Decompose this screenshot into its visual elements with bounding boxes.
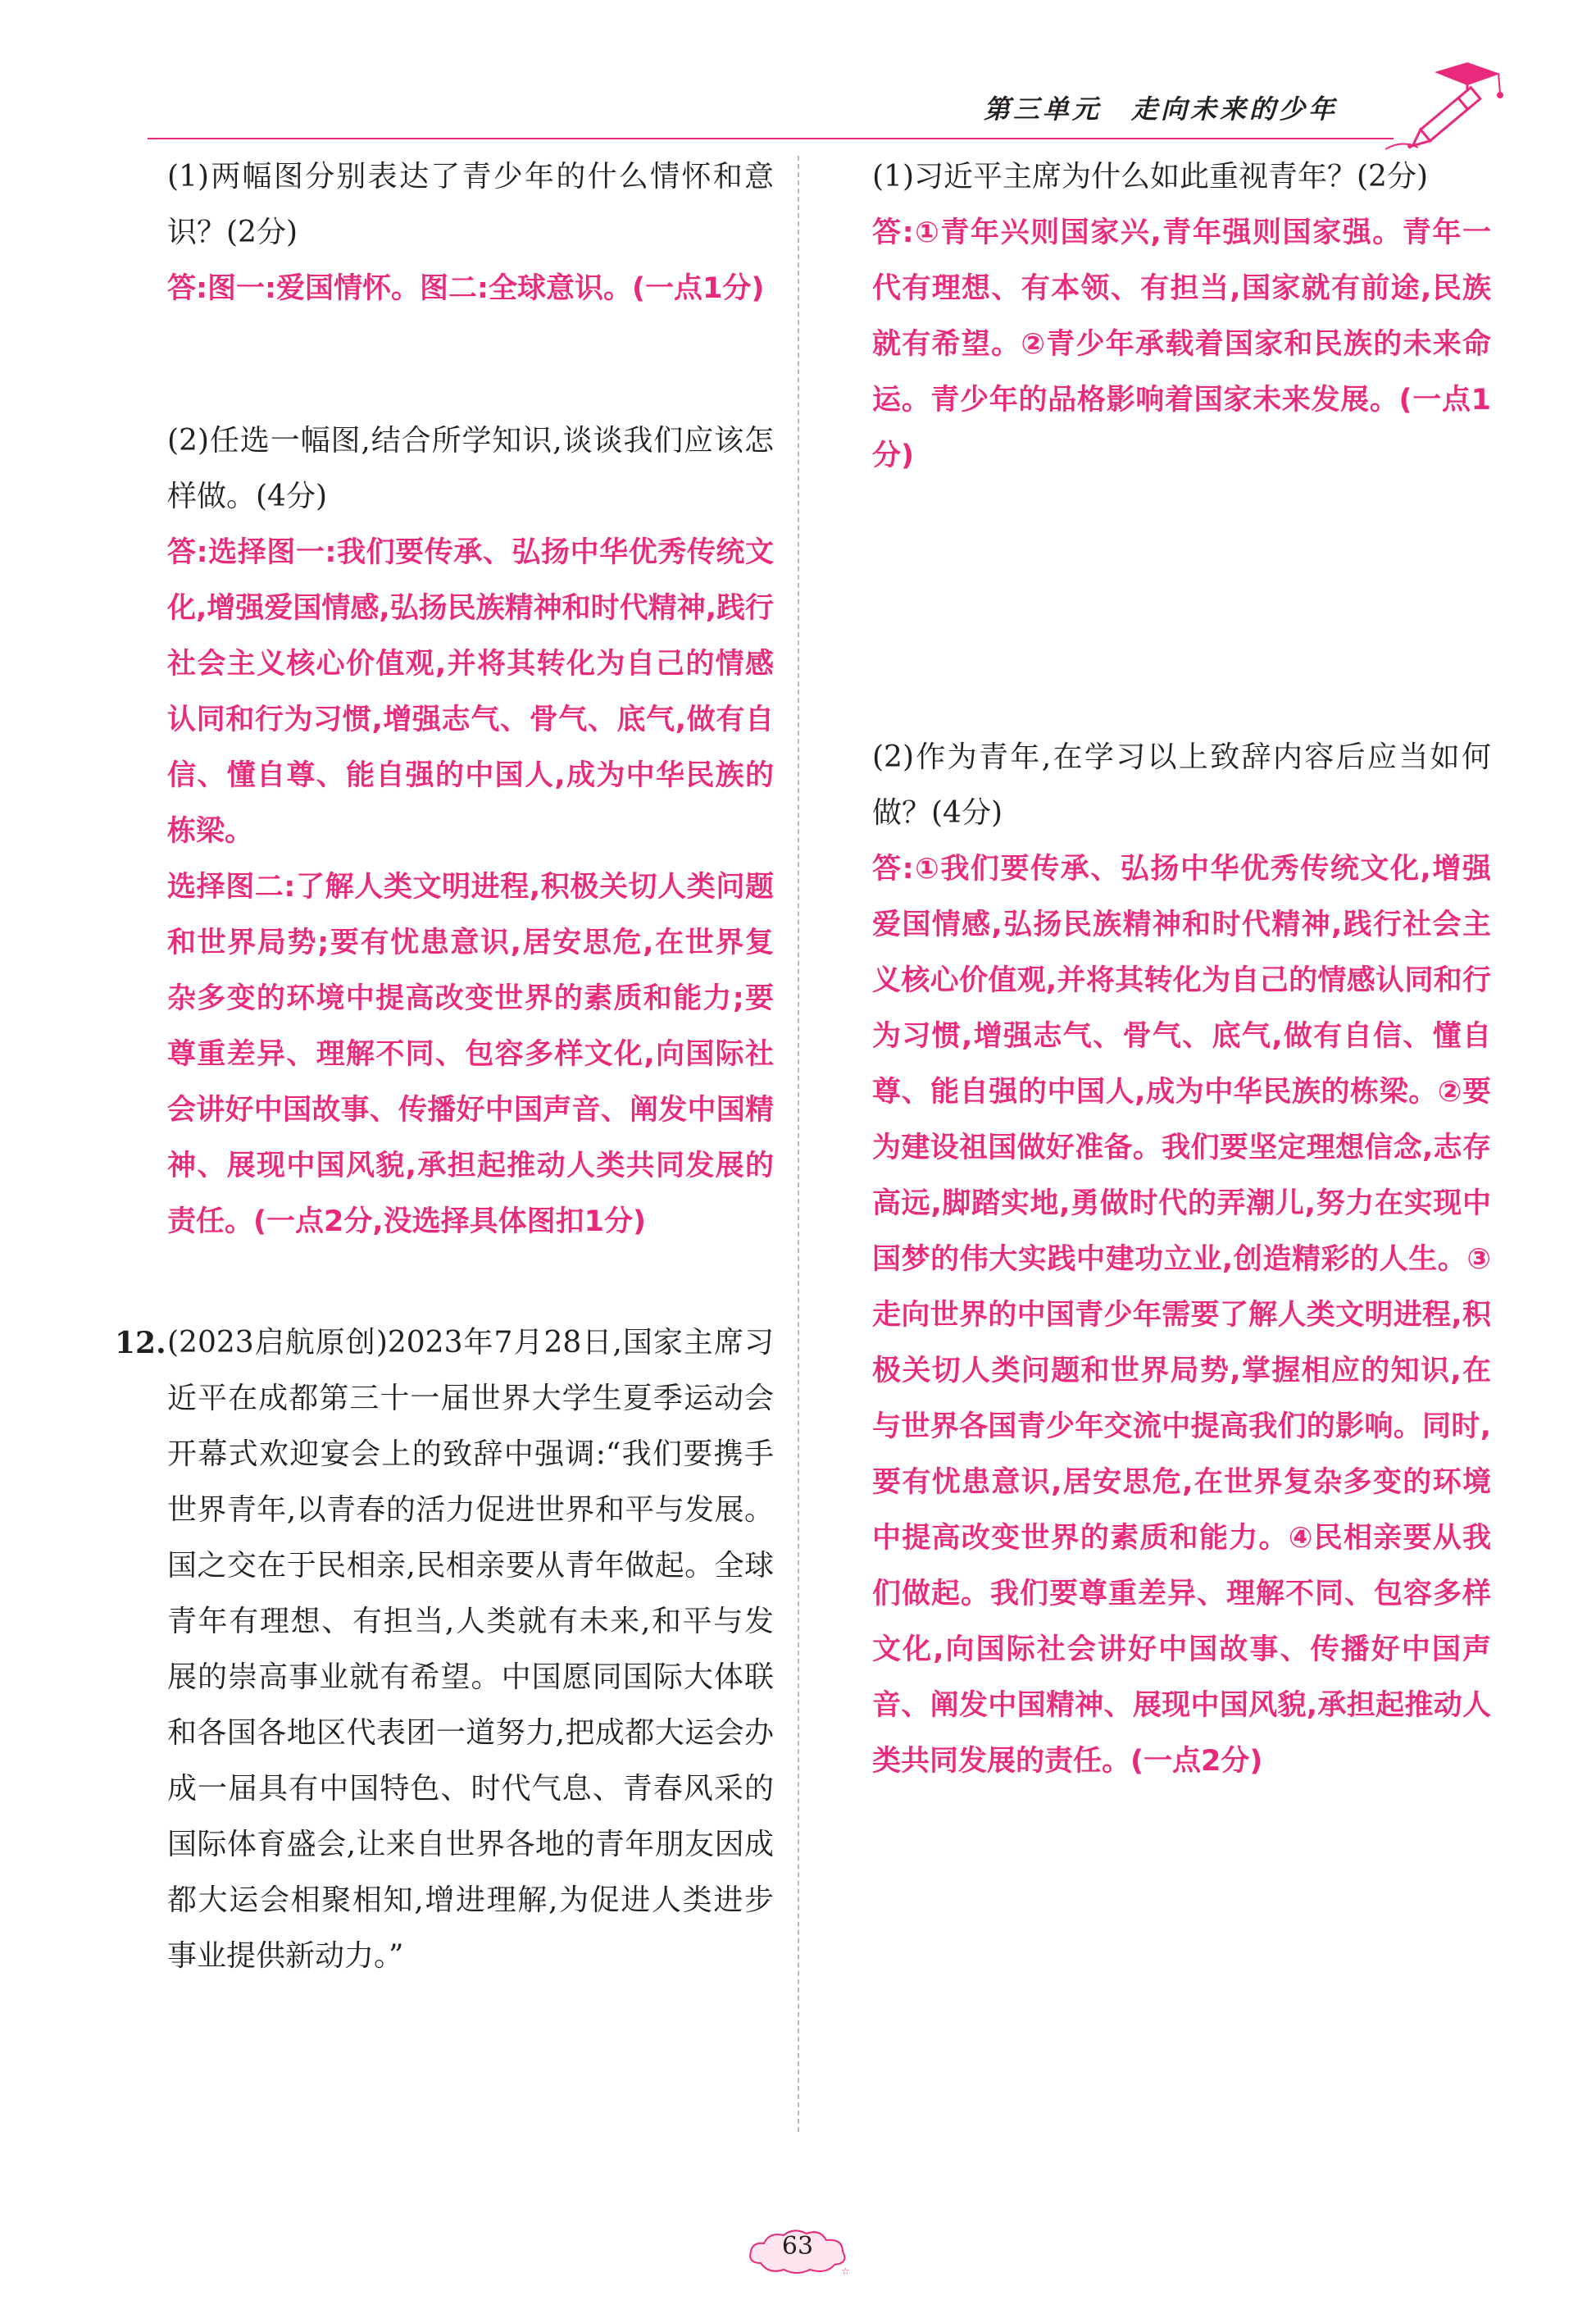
page-footer: [744, 2227, 851, 2279]
right-column: [872, 149, 1491, 1789]
left-column: [115, 149, 774, 1984]
column-divider: [798, 156, 799, 2132]
header-rule: [148, 138, 1394, 139]
q12-1-question: (1)习近平主席为什么如此重视青年？(2分): [872, 160, 1428, 194]
svg-text:☆: ☆: [841, 2266, 850, 2277]
q2-question: (2)任选一幅图,结合所学知识,谈谈我们应该怎样做。(4分): [167, 424, 774, 513]
q1-question: (1)两幅图分别表达了青少年的什么情怀和意识？(2分): [167, 160, 774, 249]
q12-1-answer: 答:①青年兴则国家兴,青年强则国家强。青年一代有理想、有本领、有担当,国家就有前途,民族就有希望。②青少年承载着国家和民族的未来命运。青少年的品格影响着国家未来发展。(一点1分): [872, 216, 1491, 472]
q12-2-answer: 答:①我们要传承、弘扬中华优秀传统文化,增强爱国情感,弘扬民族精神和时代精神,践行社会主义核心价值观,并将其转化为自己的情感认同和行为习惯,增强志气、骨气、底气,做有自信、懂自尊、能自强的中国人,成为中华民族的栋梁。②要为建设祖国做好准备。我们要坚定理想信念,志存高远,脚踏实地,勇做时代的弄潮儿,努力在实现中国梦的伟大实践中建功立业,创造精彩的人生。③走向世界的中国青少年需要了解人类文明进程,积极关切人类问题和世界局势,掌握相应的知识,在与世界各国青少年交流中提高我们的影响。同时,要有忧患意识,居安思危,在世界复杂多变的环境中提高改变世界的素质和能力。④民相亲要从我们做起。我们要尊重差异、理解不同、包容多样文化,向国际社会讲好中国故事、传播好中国声音、阐发中国精神、展现中国风貌,承担起推动人类共同发展的责任。(一点2分): [872, 853, 1491, 1778]
q1-answer: 答:图一:爱国情怀。图二:全球意识。(一点1分): [167, 272, 765, 305]
q12-material-text: (2023启航原创)2023年7月28日,国家主席习近平在成都第三十一届世界大学生夏季运动会开幕式欢迎宴会上的致辞中强调:“我们要携手世界青年,以青春的活力促进世界和平与发展。国之交在于民相亲,民相亲要从青年做起。全球青年有理想、有担当,人类就有未来,和平与发展的崇高事业就有希望。中国愿同国际大体联和各国各地区代表团一道努力,把成都大运会办成一届具有中国特色、时代气息、青春风采的国际体育盛会,让来自世界各地的青年朋友因成都大运会相聚相知,增进理解,为促进人类进步事业提供新动力。”: [167, 1326, 774, 1973]
pencil-with-graduation-cap-icon: [1385, 57, 1508, 156]
q2-answer-option-1: 答:选择图一:我们要传承、弘扬中华优秀传统文化,增强爱国情感,弘扬民族精神和时代精神,践行社会主义核心价值观,并将其转化为自己的情感认同和行为习惯,增强志气、骨气、底气,做有自信、懂自尊、能自强的中国人,成为中华民族的栋梁。: [167, 536, 774, 848]
q12-2-question: (2)作为青年,在学习以上致辞内容后应当如何做？(4分): [872, 740, 1491, 830]
unit-title: 第三单元 走向未来的少年: [984, 93, 1339, 125]
question-number: 12.: [115, 1326, 166, 1360]
q2-answer-option-2: 选择图二:了解人类文明进程,积极关切人类问题和世界局势;要有忧患意识,居安思危,在世界复杂多变的环境中提高改变世界的素质和能力;要尊重差异、理解不同、包容多样文化,向国际社会讲好中国故事、传播好中国声音、阐发中国精神、展现中国风貌,承担起推动人类共同发展的责任。(一点2分,没选择具体图扣1分): [167, 871, 774, 1238]
question-12: [115, 1315, 774, 1984]
page-number: 63: [781, 2232, 814, 2261]
